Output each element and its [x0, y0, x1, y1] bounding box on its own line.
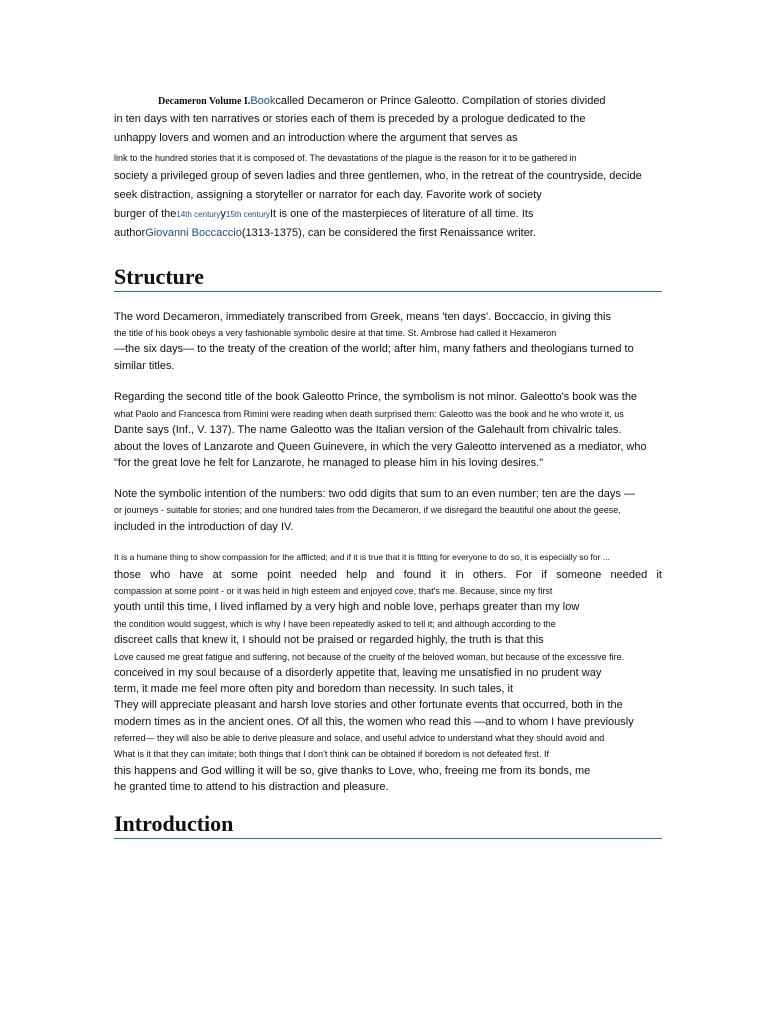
intro-text: burger of the — [114, 208, 177, 220]
intro-line-5: society a privileged group of seven ladies and three gentlemen, who, in the retreat of the countryside, decide — [114, 170, 642, 182]
structure-p3-line: or journeys - suitable for stories; and one hundred tales from the Decameron, if we disregard the beautiful one about the geese, — [114, 505, 621, 515]
structure-p2-line: Regarding the second title of the book Galeotto Prince, the symbolism is not minor. Galeotto's book was the — [114, 391, 638, 403]
structure-p4-line: referred— they will also be able to derive pleasure and solace, and useful advice to understand what they should avoid and — [114, 733, 605, 743]
structure-p1-line: The word Decameron, immediately transcribed from Greek, means 'ten days'. Boccaccio, in giving this — [114, 311, 611, 323]
intro-text: It is one of the masterpieces of literature of all time. Its — [269, 208, 534, 220]
intro-line-6: seek distraction, assigning a storyteller or narrator for each day. Favorite work of society — [114, 189, 542, 201]
structure-p2-line: what Paolo and Francesca from Rimini were reading when death surprised them: Galeotto was the book and he who wrote it, us — [114, 409, 624, 419]
intro-text: called Decameron or Prince Galeotto. Compilation of stories divided — [275, 95, 606, 107]
intro-line-8 — [114, 227, 536, 240]
structure-p4-line: Love caused me great fatigue and suffering, not because of the cruelty of the beloved woman, but because of the excessive fire. — [114, 652, 625, 662]
giovanni-boccaccio-link[interactable]: Giovanni Boccaccio — [145, 227, 242, 239]
intro-line-4: link to the hundred stories that it is composed of. The devastations of the plague is the reason for it to be gathered in — [114, 153, 577, 163]
structure-p3-line: Note the symbolic intention of the numbers: two odd digits that sum to an even number; ten are the days — — [114, 488, 635, 500]
structure-p2-line: Dante says (Inf., V. 137). The name Galeotto was the Italian version of the Galehault from chivalric tales. — [114, 424, 622, 436]
book-title: Decameron Volume I. — [158, 96, 251, 107]
structure-p2-line: about the loves of Lanzarote and Queen Guinevere, in which the very Galeotto intervened as a mediator, who — [114, 441, 647, 453]
structure-p2-line: "for the great love he felt for Lanzarote, he managed to please him in his loving desires." — [114, 457, 544, 469]
structure-p4-line: modern times as in the ancient ones. Of all this, the women who read this —and to whom I have previously — [114, 716, 634, 728]
intro-line-3: unhappy lovers and women and an introduction where the argument that serves as — [114, 132, 518, 144]
15th-century-link[interactable]: 15th century — [225, 210, 270, 219]
structure-p4-line: he granted time to attend to his distraction and pleasure. — [114, 781, 389, 793]
structure-p4-line: They will appreciate pleasant and harsh love stories and other fortunate events that occurred, both in the — [114, 699, 623, 711]
structure-p4-line: term, it made me feel more often pity and boredom than necessity. In such tales, it — [114, 683, 514, 695]
structure-p1-line: the title of his book obeys a very fashionable symbolic desire at that time. St. Ambrose had called it Hexameron — [114, 328, 557, 338]
structure-p4-line: It is a humane thing to show compassion for the afflicted; and if it is true that it is fitting for everyone to do so, it is especially so for ... — [114, 552, 610, 562]
structure-p3-line: included in the introduction of day IV. — [114, 521, 294, 533]
structure-p4-line: those who have at some point needed help and found it in others. For if someone needed it — [114, 569, 662, 581]
structure-p4-line: compassion at some point - or it was held in high esteem and enjoyed cove, that's me. Because, since my first — [114, 586, 553, 596]
intro-line-7 — [114, 208, 533, 221]
structure-p1-line: —the six days— to the treaty of the creation of the world; after him, many fathers and theologians turned to — [114, 343, 634, 355]
intro-line-1 — [158, 95, 606, 108]
structure-heading: Structure — [114, 264, 662, 292]
structure-p1-line: similar titles. — [114, 360, 175, 372]
structure-p4-line: this happens and God willing it will be so, give thanks to Love, who, freeing me from its bonds, me — [114, 765, 591, 777]
intro-text: (1313-1375), can be considered the first Renaissance writer. — [241, 227, 536, 239]
structure-p4-line: the condition would suggest, which is why I have been repeatedly asked to tell it; and although according to the — [114, 619, 556, 629]
introduction-heading: Introduction — [114, 811, 662, 839]
14th-century-link[interactable]: 14th century — [176, 210, 221, 219]
intro-line-2: in ten days with ten narratives or stories each of them is preceded by a prologue dedicated to the — [114, 113, 586, 125]
structure-p4-line: discreet calls that knew it, I should not be praised or regarded highly, the truth is that this — [114, 634, 544, 646]
intro-text: author — [114, 227, 146, 239]
structure-p4-line: What is it that they can imitate; both things that I don't think can be obtained if boredom is not defeated first. If — [114, 749, 549, 759]
intro-text: y — [220, 208, 226, 220]
structure-p4-line: conceived in my soul because of a disorderly appetite that, leaving me unsatisfied in no prudent way — [114, 667, 602, 679]
structure-p4-line: youth until this time, I lived inflamed by a very high and noble love, perhaps greater than my low — [114, 601, 580, 613]
book-link[interactable]: Book — [250, 95, 276, 107]
